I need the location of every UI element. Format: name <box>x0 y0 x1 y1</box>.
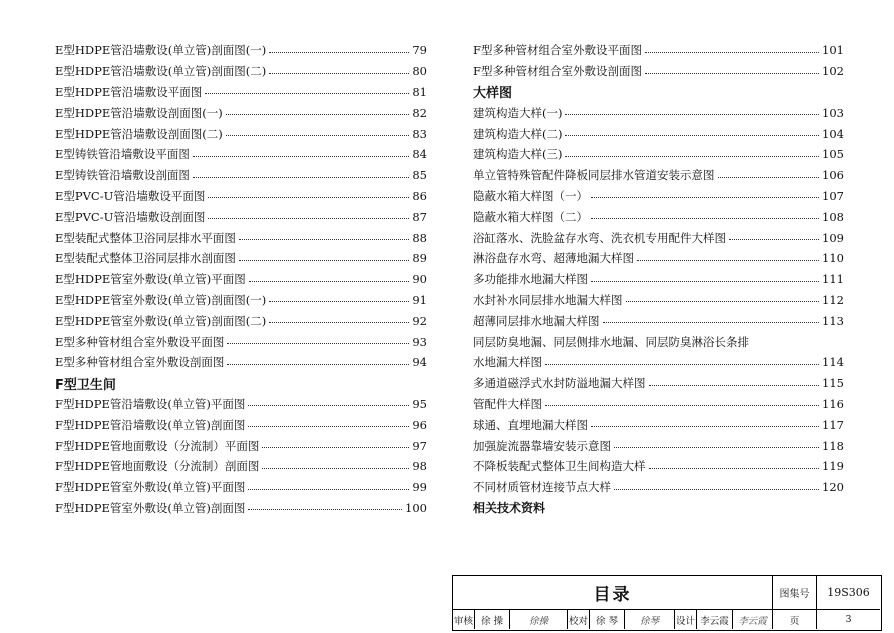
leader-dots <box>208 197 409 198</box>
toc-entry <box>55 310 427 331</box>
reviewer-name: 徐 操 <box>475 610 510 629</box>
toc-entry-title: F型多种管材组合室外敷设剖面图 <box>473 64 642 79</box>
toc-entry <box>473 269 844 290</box>
toc-entry <box>473 248 844 269</box>
toc-entry-title: 超薄同层排水地漏大样图 <box>473 313 600 328</box>
toc-entry <box>473 456 844 477</box>
toc-entry <box>55 40 427 61</box>
toc-entry-page: 99 <box>412 480 427 495</box>
toc-entry <box>55 394 427 415</box>
toc-entry-title: 建筑构造大样(二) <box>473 126 563 141</box>
toc-entry-page: 100 <box>405 500 427 515</box>
toc-entry-page: 95 <box>412 396 427 411</box>
toc-entry-title: 加强旋流器靠墙安装示意图 <box>473 438 611 453</box>
toc-entry-wrapped-line1 <box>473 331 844 352</box>
leader-dots <box>269 322 409 323</box>
leader-dots <box>208 218 409 219</box>
toc-entry <box>473 290 844 311</box>
designer-name: 李云霞 <box>697 610 733 629</box>
toc-entry-title: E型HDPE管室外敷设(单立管)剖面图(二) <box>55 313 267 328</box>
toc-entry-page: 105 <box>822 147 844 162</box>
toc-entry-title: 单立管特殊管配件降板同层排水管道安装示意图 <box>473 168 715 183</box>
toc-entry <box>473 477 844 498</box>
toc-entry-page: 80 <box>412 64 427 79</box>
toc-entry <box>55 331 427 352</box>
leader-dots <box>205 93 409 94</box>
toc-entry <box>473 206 844 227</box>
toc-entry <box>473 310 844 331</box>
toc-entry-page: 101 <box>822 43 844 58</box>
toc-entry <box>55 435 427 456</box>
leader-dots <box>227 343 409 344</box>
toc-entry-title: 水地漏大样图 <box>473 355 542 370</box>
toc-entry-title: E型多种管材组合室外敷设平面图 <box>55 334 225 349</box>
toc-entry <box>473 394 844 415</box>
section-heading-f: F型卫生间 <box>55 377 116 393</box>
toc-entry-title: 隐蔽水箱大样图（一） <box>473 188 588 203</box>
leader-dots <box>269 73 409 74</box>
toc-entry <box>473 123 844 144</box>
toc-entry-title: 不同材质管材连接节点大样 <box>473 480 611 495</box>
leader-dots <box>248 509 402 510</box>
page-number: 3 <box>845 614 852 625</box>
toc-entry-page: 107 <box>822 188 844 203</box>
toc-entry-title: 多功能排水地漏大样图 <box>473 272 588 287</box>
toc-entry-page: 91 <box>412 292 427 307</box>
toc-entry-page: 82 <box>412 105 427 120</box>
leader-dots <box>269 301 409 302</box>
toc-entry-title: E型HDPE管沿墙敷设(单立管)剖面图(二) <box>55 64 267 79</box>
toc-entry <box>473 227 844 248</box>
toc-entry <box>473 102 844 123</box>
leader-dots <box>248 405 409 406</box>
leader-dots <box>239 260 409 261</box>
leader-dots <box>645 52 819 53</box>
review-label: 审核 <box>453 610 475 629</box>
leader-dots <box>226 135 410 136</box>
toc-entry <box>55 456 427 477</box>
checker-name: 徐 琴 <box>590 610 625 629</box>
toc-entry-title: E型装配式整体卫浴同层排水平面图 <box>55 230 236 245</box>
toc-entry <box>55 102 427 123</box>
toc-entry-page: 81 <box>412 84 427 99</box>
toc-entry <box>55 206 427 227</box>
toc-entry-title: E型铸铁管沿墙敷设平面图 <box>55 147 190 162</box>
toc-entry <box>473 435 844 456</box>
toc-entry <box>473 61 844 82</box>
toc-entry-page: 106 <box>822 168 844 183</box>
left-column <box>55 40 427 518</box>
leader-dots <box>262 447 409 448</box>
atlas-number-label: 图集号 <box>773 576 817 610</box>
leader-dots <box>565 156 819 157</box>
toc-entry-title: F型HDPE管地面敷设（分流制）剖面图 <box>55 459 260 474</box>
leader-dots <box>591 197 819 198</box>
toc-entry-title: F型HDPE管室外敷设(单立管)剖面图 <box>55 500 246 515</box>
toc-entry-page: 109 <box>822 230 844 245</box>
toc-entry-page: 85 <box>412 168 427 183</box>
toc-entry-page: 120 <box>822 480 844 495</box>
toc-entry <box>55 165 427 186</box>
toc-entry-page: 79 <box>412 43 427 58</box>
page-label: 页 <box>773 610 817 629</box>
leader-dots <box>718 177 820 178</box>
toc-entry <box>55 82 427 103</box>
toc-entry-title: 建筑构造大样(一) <box>473 105 563 120</box>
leader-dots <box>565 135 819 136</box>
toc-entry <box>55 123 427 144</box>
toc-entry-title: F型HDPE管沿墙敷设(单立管)剖面图 <box>55 417 246 432</box>
leader-dots <box>591 426 819 427</box>
toc-entry <box>55 186 427 207</box>
toc-entry-title: E型PVC-U管沿墙敷设平面图 <box>55 188 206 203</box>
toc-entry-page: 92 <box>412 313 427 328</box>
toc-entry-title: 球通、直埋地漏大样图 <box>473 417 588 432</box>
toc-entry-page: 83 <box>412 126 427 141</box>
toc-entry-page: 87 <box>412 209 427 224</box>
leader-dots <box>591 218 819 219</box>
leader-dots <box>614 447 819 448</box>
toc-entry-page: 112 <box>822 292 844 307</box>
leader-dots <box>729 239 819 240</box>
designer-signature: 李云霞 <box>733 610 773 629</box>
leader-dots <box>545 405 819 406</box>
title-block <box>452 575 882 631</box>
toc-entry-title: 不降板装配式整体卫生间构造大样 <box>473 459 646 474</box>
toc-entry-wrapped-line2 <box>473 352 844 373</box>
toc-entry-title: E型多种管材组合室外敷设剖面图 <box>55 355 225 370</box>
toc-entry-title: F型HDPE管沿墙敷设(单立管)平面图 <box>55 396 246 411</box>
toc-entry-page: 93 <box>412 334 427 349</box>
leader-dots <box>637 260 819 261</box>
toc-entry-title: E型HDPE管沿墙敷设剖面图(二) <box>55 126 223 141</box>
toc-entry-page: 110 <box>822 251 844 266</box>
leader-dots <box>226 114 410 115</box>
leader-dots <box>649 468 820 469</box>
toc-entry-page: 104 <box>822 126 844 141</box>
toc-entry-title: E型PVC-U管沿墙敷设剖面图 <box>55 209 206 224</box>
leader-dots <box>227 364 409 365</box>
toc-entry-title: E型HDPE管沿墙敷设剖面图(一) <box>55 105 223 120</box>
toc-entry-title: 浴缸落水、洗脸盆存水弯、洗衣机专用配件大样图 <box>473 230 726 245</box>
toc-entry <box>55 498 427 519</box>
design-label: 设计 <box>675 610 697 629</box>
leader-dots <box>248 426 409 427</box>
toc-entry-title: 同层防臭地漏、同层侧排水地漏、同层防臭淋浴长条排 <box>473 334 749 349</box>
toc-entry-page: 102 <box>822 64 844 79</box>
toc-entry-title: E型铸铁管沿墙敷设剖面图 <box>55 168 190 183</box>
toc-entry-page: 97 <box>412 438 427 453</box>
toc-entry-title: E型HDPE管沿墙敷设平面图 <box>55 84 203 99</box>
toc-entry-page: 94 <box>412 355 427 370</box>
leader-dots <box>645 73 819 74</box>
toc-entry-page: 114 <box>822 355 844 370</box>
toc-entry <box>473 414 844 435</box>
toc-entry-page: 98 <box>412 459 427 474</box>
leader-dots <box>249 281 410 282</box>
right-column <box>473 40 844 518</box>
atlas-number: 19S306 <box>817 576 880 610</box>
toc-entry-title: 多通道磁浮式水封防溢地漏大样图 <box>473 376 646 391</box>
toc-entry-page: 118 <box>822 438 844 453</box>
toc-entry-title: F型HDPE管室外敷设(单立管)平面图 <box>55 480 246 495</box>
section-heading-detail: 大样图 <box>473 86 513 102</box>
leader-dots <box>565 114 819 115</box>
toc-entry <box>55 227 427 248</box>
leader-dots <box>545 364 819 365</box>
toc-entry <box>55 477 427 498</box>
toc-entry-page: 84 <box>412 147 427 162</box>
toc-entry-title: 隐蔽水箱大样图（二） <box>473 209 588 224</box>
toc-entry-title: F型HDPE管地面敷设（分流制）平面图 <box>55 438 260 453</box>
leader-dots <box>626 301 820 302</box>
toc-entry-page: 89 <box>412 251 427 266</box>
toc-entry-page: 96 <box>412 417 427 432</box>
toc-entry-title: 水封补水同层排水地漏大样图 <box>473 292 623 307</box>
leader-dots <box>239 239 409 240</box>
toc-entry <box>55 414 427 435</box>
toc-entry-title: E型HDPE管室外敷设(单立管)平面图 <box>55 272 246 287</box>
toc-entry-title: E型装配式整体卫浴同层排水剖面图 <box>55 251 236 266</box>
toc-entry <box>55 269 427 290</box>
toc-entry-page: 111 <box>822 272 844 287</box>
toc-entry-page: 103 <box>822 105 844 120</box>
toc-entry <box>55 290 427 311</box>
leader-dots <box>248 489 409 490</box>
toc-entry-page: 108 <box>822 209 844 224</box>
toc-entry-page: 116 <box>822 396 844 411</box>
toc-entry <box>473 186 844 207</box>
toc-entry-page: 115 <box>822 376 844 391</box>
toc-entry-page: 90 <box>412 272 427 287</box>
toc-entry-page: 113 <box>822 313 844 328</box>
toc-entry <box>55 144 427 165</box>
leader-dots <box>591 281 819 282</box>
check-label: 校对 <box>568 610 590 629</box>
leader-dots <box>193 177 409 178</box>
toc-entry-title: 建筑构造大样(三) <box>473 147 563 162</box>
leader-dots <box>262 468 409 469</box>
toc-entry-title: 淋浴盘存水弯、超薄地漏大样图 <box>473 251 634 266</box>
toc-entry <box>55 352 427 373</box>
section-heading-related: 相关技术资料 <box>473 501 546 516</box>
leader-dots <box>614 489 819 490</box>
document-title: 目录 <box>453 576 773 610</box>
toc-entry-title: F型多种管材组合室外敷设平面图 <box>473 43 642 58</box>
toc-entry-page: 86 <box>412 188 427 203</box>
toc-entry <box>55 61 427 82</box>
leader-dots <box>193 156 409 157</box>
toc-entry <box>473 373 844 394</box>
toc-entry <box>473 40 844 61</box>
toc-entry-title: E型HDPE管室外敷设(单立管)剖面图(一) <box>55 292 267 307</box>
leader-dots <box>269 52 409 53</box>
toc-entry <box>473 144 844 165</box>
leader-dots <box>603 322 820 323</box>
toc-entry-page: 119 <box>822 459 844 474</box>
leader-dots <box>649 385 820 386</box>
checker-signature: 徐琴 <box>625 610 675 629</box>
toc-entry-title: 管配件大样图 <box>473 396 542 411</box>
toc-entry-page: 117 <box>822 417 844 432</box>
toc-entry-title: E型HDPE管沿墙敷设(单立管)剖面图(一) <box>55 43 267 58</box>
toc-entry-page: 88 <box>412 230 427 245</box>
toc-entry <box>55 248 427 269</box>
reviewer-signature: 徐操 <box>510 610 568 629</box>
toc-entry <box>473 165 844 186</box>
